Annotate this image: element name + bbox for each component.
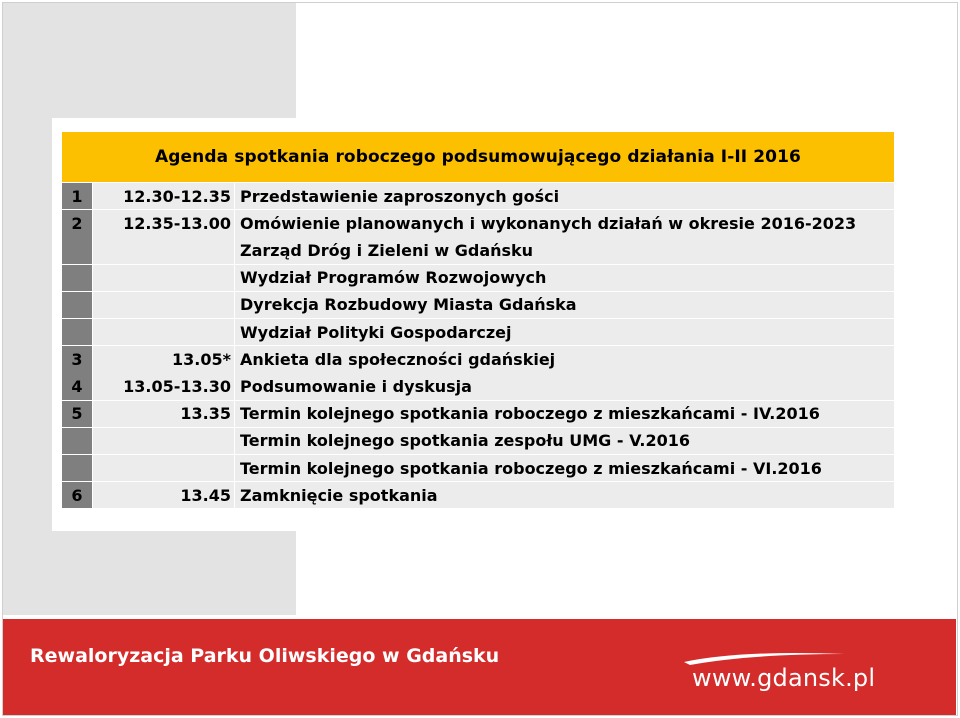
- agenda-row-description: Ankieta dla społeczności gdańskiej: [235, 346, 894, 372]
- agenda-row-number: [62, 319, 92, 345]
- agenda-row-time: [93, 319, 234, 345]
- agenda-row: [62, 265, 894, 291]
- agenda-row-number: [62, 455, 92, 481]
- agenda-row-description: Omówienie planowanych i wykonanych działań w okresie 2016-2023: [235, 210, 894, 236]
- agenda-row: [62, 292, 894, 318]
- agenda-row-time: 13.05*: [93, 346, 234, 372]
- agenda-row-description: Termin kolejnego spotkania zespołu UMG - V.2016: [235, 428, 894, 454]
- agenda-row-description: Przedstawienie zaproszonych gości: [235, 183, 894, 209]
- agenda-row-number: 5: [62, 401, 92, 427]
- agenda-row: [62, 346, 894, 372]
- agenda-row-number: [62, 292, 92, 318]
- agenda-row: [62, 210, 894, 236]
- agenda-row-description: Wydział Programów Rozwojowych: [235, 265, 894, 291]
- agenda-row-number: 2: [62, 210, 92, 236]
- agenda-row: [62, 482, 894, 508]
- agenda-row: [62, 401, 894, 427]
- agenda-row-number: 1: [62, 183, 92, 209]
- agenda-row-time: [93, 455, 234, 481]
- logo-text: www.gdansk.pl: [692, 664, 876, 692]
- agenda-table: [62, 183, 894, 509]
- agenda-row-time: [93, 265, 234, 291]
- agenda-row-description: Wydział Polityki Gospodarczej: [235, 319, 894, 345]
- agenda-row-number: [62, 265, 92, 291]
- agenda-row-description: Dyrekcja Rozbudowy Miasta Gdańska: [235, 292, 894, 318]
- gdansk-logo: [680, 648, 876, 698]
- agenda-title: Agenda spotkania roboczego podsumowującego działania I-II 2016: [62, 132, 894, 182]
- agenda-row-number: 3: [62, 346, 92, 372]
- agenda-row: [62, 455, 894, 481]
- agenda-row-time: [93, 237, 234, 263]
- agenda-row-number: 4: [62, 373, 92, 399]
- agenda-row-time: 12.35-13.00: [93, 210, 234, 236]
- agenda-row: [62, 319, 894, 345]
- agenda-row-description: Podsumowanie i dyskusja: [235, 373, 894, 399]
- agenda-row-time: 13.35: [93, 401, 234, 427]
- agenda-row-time: 13.45: [93, 482, 234, 508]
- agenda-row-time: [93, 292, 234, 318]
- agenda-row-description: Zarząd Dróg i Zieleni w Gdańsku: [235, 237, 894, 263]
- footer-title: Rewaloryzacja Parku Oliwskiego w Gdańsku: [30, 645, 500, 667]
- agenda-row-number: [62, 428, 92, 454]
- agenda-row-description: Termin kolejnego spotkania roboczego z mieszkańcami - VI.2016: [235, 455, 894, 481]
- agenda-row: [62, 183, 894, 209]
- agenda-row-number: 6: [62, 482, 92, 508]
- agenda-row-description: Termin kolejnego spotkania roboczego z mieszkańcami - IV.2016: [235, 401, 894, 427]
- agenda-row-time: 12.30-12.35: [93, 183, 234, 209]
- agenda-row: [62, 373, 894, 399]
- agenda-row-time: [93, 428, 234, 454]
- agenda-row-description: Zamknięcie spotkania: [235, 482, 894, 508]
- agenda-row-time: 13.05-13.30: [93, 373, 234, 399]
- agenda-row: [62, 237, 894, 263]
- agenda-row: [62, 428, 894, 454]
- agenda-row-number: [62, 237, 92, 263]
